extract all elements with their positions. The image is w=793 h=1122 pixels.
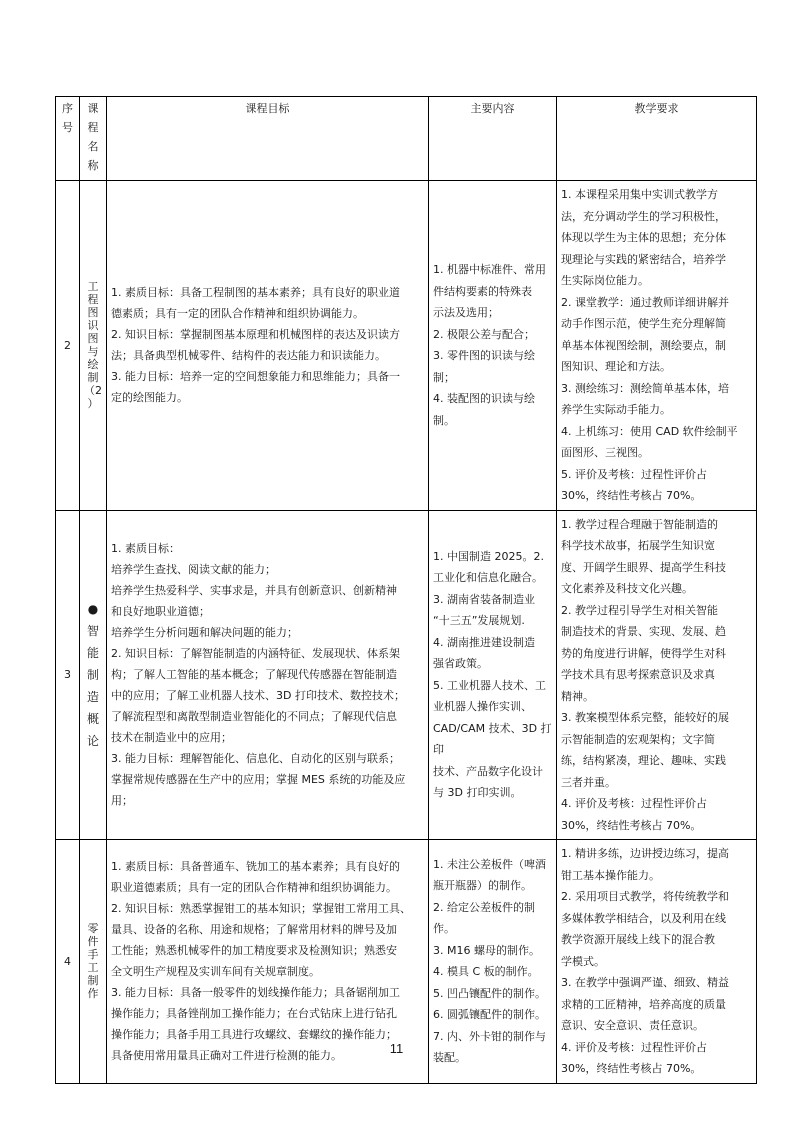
course-name-char: 图 xyxy=(87,332,99,346)
cell-text-line: 示法及选用； xyxy=(433,306,499,320)
row-teaching-requirement xyxy=(557,181,757,511)
cell-text-line: 了解流程型和离散型制造业智能化的不同点；了解现代信息 xyxy=(111,710,397,724)
cell-text-line: 2. 教学过程引导学生对相关智能 xyxy=(561,603,718,617)
cell-text-line: 意识、安全意识、责任意识。 xyxy=(561,1019,704,1032)
cell-text-line: 1. 素质目标：具备普通车、铣加工的基本素养；具有良好的 xyxy=(111,860,400,874)
cell-text-line: 30%，终结性考核占 70%。 xyxy=(561,489,702,502)
cell-text-line: 6. 圆弧镶配件的制作。 xyxy=(433,1008,546,1022)
cell-text-line: 3. 零件图的识读与绘 xyxy=(433,349,535,363)
cell-text-line: 求精的工匠精神，培养高度的质量 xyxy=(561,997,726,1011)
table-header-row xyxy=(56,97,757,181)
cell-text-line: 30%，终结性考核占 70%。 xyxy=(561,818,702,832)
header-teaching-requirement: 教学要求 xyxy=(557,97,757,181)
course-name-char: 图 xyxy=(87,306,99,320)
cell-text-line: 精神。 xyxy=(561,689,594,703)
cell-text-line: 1. 本课程采用集中实训式教学方 xyxy=(561,188,718,201)
cell-text-line: 法；具备典型机械零件、结构件的表达能力和识读能力。 xyxy=(111,349,386,363)
row-seq: 2 xyxy=(56,181,80,511)
header-course-name: 课 程 名 称 xyxy=(80,97,107,181)
table-row xyxy=(56,510,757,840)
cell-text-line: 5. 凹凸镶配件的制作。 xyxy=(433,986,546,1000)
cell-text-line: 3. 在教学中强调严谨、细致、精益 xyxy=(561,976,729,989)
course-name-char: 程 xyxy=(87,293,99,307)
cell-text-line: 科学技术故事，拓展学生知识宽 xyxy=(561,539,715,552)
cell-text-line: 4. 评价及考核：过程性评价占 xyxy=(561,1040,707,1054)
course-name-char: 制 xyxy=(86,667,99,682)
header-main-content: 主要内容 xyxy=(429,97,557,181)
course-name-char: 能 xyxy=(86,645,99,660)
cell-text-line: 与 3D 打印实训。 xyxy=(433,786,522,800)
row-course-goal xyxy=(107,181,429,511)
cell-text-line: 2. 极限公差与配合； xyxy=(433,327,535,341)
cell-text-line: 势的角度进行讲解，使得学生对科 xyxy=(561,646,726,660)
cell-text-line: 多媒体教学相结合，以及利用在线 xyxy=(561,911,726,925)
cell-text-line: 作。 xyxy=(433,922,455,936)
course-name-char: ● xyxy=(87,601,99,616)
cell-text-line: 培养学生查找、阅读文献的能力； xyxy=(111,563,276,577)
cell-text-line: 文化素养及科技文化兴趣。 xyxy=(561,582,693,595)
cell-text-line: 练，结构紧凑，理论、趣味、实践 xyxy=(561,754,726,767)
course-name-char: 工 xyxy=(87,961,99,975)
row-course-name xyxy=(80,510,107,840)
cell-text-line: 7. 内、外卡钳的制作与 xyxy=(433,1029,546,1043)
cell-text-line: 2. 知识目标：了解智能制造的内涵特征、发展现状、体系架 xyxy=(111,647,400,661)
cell-text-line: 3. 湖南省装备制造业 xyxy=(433,592,535,606)
cell-text-line: 三者并重。 xyxy=(561,775,616,789)
cell-text-line: 体现以学生为主体的思想；充分体 xyxy=(561,231,726,244)
cell-text-line: 1. 中国制造 2025。2. xyxy=(433,549,544,563)
cell-text-line: 面图形、三视图。 xyxy=(561,446,649,459)
course-name-char: 智 xyxy=(86,623,99,638)
cell-text-line: 30%，终结性考核占 70%。 xyxy=(561,1062,702,1075)
cell-text-line: 法，充分调动学生的学习积极性， xyxy=(561,209,726,223)
cell-text-line: 2. 知识目标：熟悉掌握钳工的基本知识；掌握钳工常用工具、 xyxy=(111,902,411,916)
cell-text-line: 工业化和信息化融合。 xyxy=(433,571,543,585)
cell-text-line: 制； xyxy=(433,370,455,384)
cell-text-line: 技术在制造业中的应用； xyxy=(111,731,232,745)
table-row xyxy=(56,181,757,511)
cell-text-line: 4. 评价及考核：过程性评价占 xyxy=(561,797,707,810)
course-name-char: 概 xyxy=(86,711,99,726)
cell-text-line: 1. 未注公差板件（啤酒 xyxy=(433,857,546,871)
cell-text-line: 德素质；具有一定的团队合作精神和组织协调能力。 xyxy=(111,307,364,321)
cell-text-line: 1. 素质目标： xyxy=(111,542,180,556)
row-main-content xyxy=(429,510,557,840)
cell-text-line: 5. 工业机器人技术、工 xyxy=(433,678,546,692)
row-seq: 4 xyxy=(56,840,80,1084)
course-name-char: 工 xyxy=(87,280,99,294)
course-name-char: （2 xyxy=(84,384,102,398)
cell-text-line: 操作能力；具备手用工具进行攻螺纹、套螺纹的操作能力； xyxy=(111,1028,397,1042)
cell-text-line: 掌握常规传感器在生产中的应用；掌握 MES 系统的功能及应 xyxy=(111,773,406,787)
cell-text-line: 度、开阔学生眼界、提高学生科技 xyxy=(561,560,726,574)
cell-text-line: 4. 湖南推进建设制造 xyxy=(433,635,535,649)
cell-text-line: 培养学生分析问题和解决问题的能力； xyxy=(111,626,298,640)
cell-text-line: 3. 能力目标：理解智能化、信息化、自动化的区别与联系； xyxy=(111,752,400,766)
cell-text-line: 制。 xyxy=(433,413,455,427)
cell-text-line: 3. 能力目标：具备一般零件的划线操作能力；具备锯削加工 xyxy=(111,986,400,1000)
cell-text-line: 工性能；熟悉机械零件的加工精度要求及检测知识；熟悉安 xyxy=(111,944,397,958)
cell-text-line: 4. 模具 C 板的制作。 xyxy=(433,965,539,979)
cell-text-line: 3. 测绘练习：测绘简单基本体，培 xyxy=(561,381,729,395)
cell-text-line: 示智能制造的宏观架构；文字简 xyxy=(561,732,715,746)
cell-text-line: 动手作图示范，使学生充分理解简 xyxy=(561,317,726,330)
course-name-char: 绘 xyxy=(87,358,99,372)
course-name-char: 论 xyxy=(86,733,99,748)
cell-text-line: 制造技术的背景、实现、发展、趋 xyxy=(561,625,726,638)
cell-text-line: 2. 知识目标：掌握制图基本原理和机械图样的表达及识读方 xyxy=(111,328,400,342)
header-course-goal: 课程目标 xyxy=(107,97,429,181)
cell-text-line: 教学资源开展线上线下的混合教 xyxy=(561,933,715,946)
cell-text-line: 业机器人操作实训、 xyxy=(433,700,532,714)
course-name-char: 件 xyxy=(87,935,99,949)
cell-text-line: 5. 评价及考核：过程性评价占 xyxy=(561,467,707,481)
cell-text-line: 1. 教学过程合理融于智能制造的 xyxy=(561,517,718,531)
course-name-char: 识 xyxy=(87,319,99,333)
course-table xyxy=(55,96,757,1084)
cell-text-line: 生实际岗位能力。 xyxy=(561,274,649,287)
row-main-content xyxy=(429,181,557,511)
cell-text-line: CAD/CAM 技术、3D 打印 xyxy=(433,721,552,757)
cell-text-line: 养学生实际动手能力。 xyxy=(561,403,671,416)
cell-text-line: 3. 教案模型体系完整，能较好的展 xyxy=(561,711,729,724)
cell-text-line: 职业道德素质；具有一定的团队合作精神和组织协调能力。 xyxy=(111,881,397,895)
row-course-goal xyxy=(107,510,429,840)
cell-text-line: 构；了解人工智能的基本概念；了解现代传感器在智能制造 xyxy=(111,668,397,682)
cell-text-line: 装配。 xyxy=(433,1051,466,1065)
cell-text-line: 全文明生产规程及实训车间有关规章制度。 xyxy=(111,965,320,979)
cell-text-line: 2. 采用项目式教学，将传统教学和 xyxy=(561,890,729,903)
cell-text-line: “十三五”发展规划. xyxy=(433,614,525,628)
course-name-char: 造 xyxy=(86,689,99,704)
cell-text-line: 2. 课堂教学：通过教师详细讲解并 xyxy=(561,295,729,309)
cell-text-line: 图知识、理论和方法。 xyxy=(561,360,671,373)
cell-text-line: 3. 能力目标：培养一定的空间想象能力和思维能力；具备一 xyxy=(111,370,400,384)
cell-text-line: 现理论与实践的紧密结合，培养学 xyxy=(561,252,726,266)
cell-text-line: 1. 素质目标：具备工程制图的基本素养；具有良好的职业道 xyxy=(111,286,400,300)
cell-text-line: 钳工基本操作能力。 xyxy=(561,868,660,882)
cell-text-line: 中的应用；了解工业机器人技术、3D 打印技术、数控技术； xyxy=(111,689,405,703)
cell-text-line: 单基本体视图绘制，测绘要点，制 xyxy=(561,338,726,352)
cell-text-line: 培养学生热爱科学、实事求是，并具有创新意识、创新精神 xyxy=(111,584,397,598)
course-name-char: ） xyxy=(87,397,99,411)
course-name-char: 与 xyxy=(87,345,99,359)
cell-text-line: 技术、产品数字化设计 xyxy=(433,764,543,778)
cell-text-line: 和良好地职业道德； xyxy=(111,605,210,619)
cell-text-line: 学技术具有思考探索意识及求真 xyxy=(561,668,715,681)
cell-text-line: 用； xyxy=(111,794,133,808)
cell-text-line: 1. 机器中标准件、常用 xyxy=(433,263,546,277)
cell-text-line: 操作能力；具备锉削加工操作能力；在台式钻床上进行钻孔 xyxy=(111,1007,397,1021)
cell-text-line: 瓶开瓶器）的制作。 xyxy=(433,879,532,893)
row-seq: 3 xyxy=(56,510,80,840)
header-seq: 序 号 xyxy=(56,97,80,181)
cell-text-line: 具备使用常用量具正确对工件进行检测的能力。 xyxy=(111,1049,342,1063)
cell-text-line: 强省政策。 xyxy=(433,657,488,671)
course-name-char: 制 xyxy=(87,974,99,988)
course-name-char: 零 xyxy=(87,922,99,936)
cell-text-line: 量具、设备的名称、用途和规格；了解常用材料的牌号及加 xyxy=(111,923,397,937)
row-teaching-requirement xyxy=(557,510,757,840)
cell-text-line: 件结构要素的特殊表 xyxy=(433,284,532,298)
course-name-char: 制 xyxy=(87,371,99,385)
cell-text-line: 3. M16 螺母的制作。 xyxy=(433,943,540,957)
row-course-name xyxy=(80,181,107,511)
cell-text-line: 4. 上机练习：使用 CAD 软件绘制平 xyxy=(561,424,738,438)
course-name-char: 作 xyxy=(87,987,99,1001)
cell-text-line: 2. 给定公差板件的制 xyxy=(433,900,535,914)
page-number: 11 xyxy=(389,1041,404,1056)
cell-text-line: 定的绘图能力。 xyxy=(111,391,188,405)
course-name-char: 手 xyxy=(87,948,99,962)
cell-text-line: 4. 装配图的识读与绘 xyxy=(433,392,535,406)
cell-text-line: 1. 精讲多练，边讲授边练习，提高 xyxy=(561,847,729,860)
cell-text-line: 学模式。 xyxy=(561,954,605,968)
